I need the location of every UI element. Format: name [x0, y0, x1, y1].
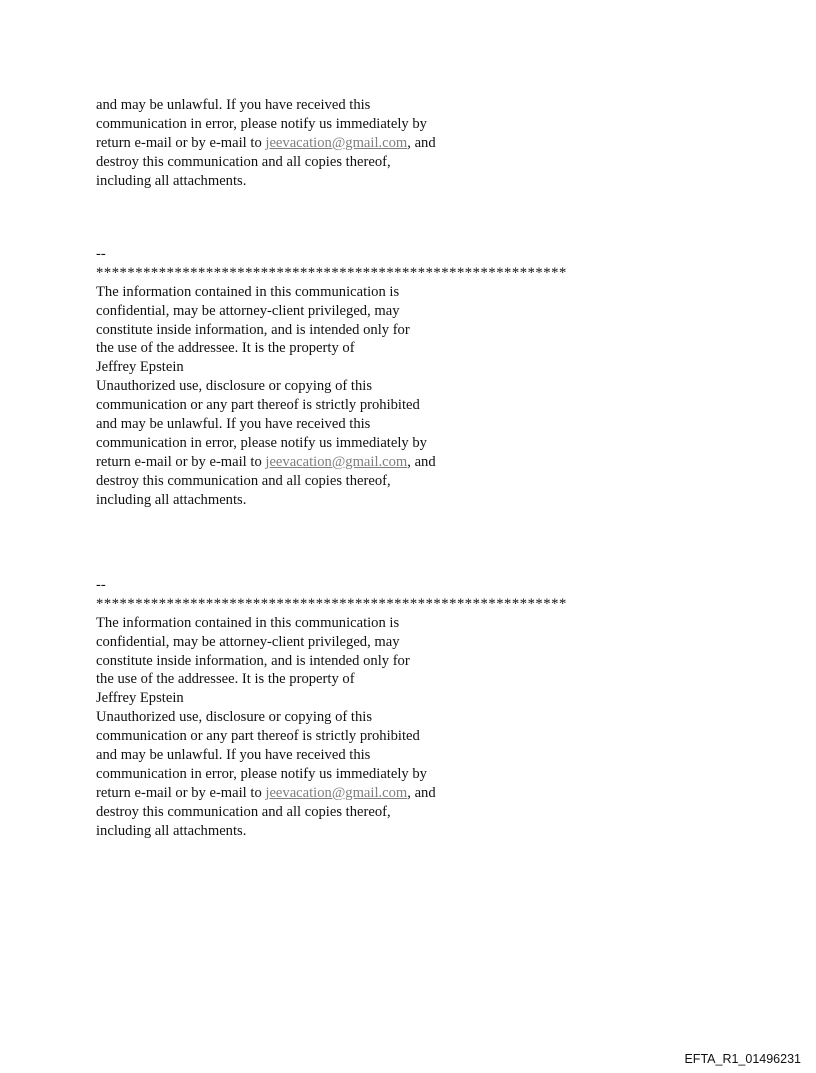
- text-line: confidential, may be attorney-client privileged, may: [96, 633, 400, 650]
- text-line: Jeffrey Epstein: [96, 690, 184, 707]
- text-line: constitute inside information, and is intended only for: [96, 321, 410, 338]
- email-link[interactable]: jeevacation@gmail.com: [265, 784, 408, 801]
- text-line: and may be unlawful. If you have received this: [96, 416, 371, 433]
- signature-separator: --: [96, 577, 106, 593]
- text-line: communication in error, please notify us immediately by: [96, 765, 427, 782]
- text-fragment: return e-mail or by e-mail to: [96, 134, 266, 151]
- text-line: destroy this communication and all copies thereof,: [96, 153, 391, 170]
- text-line: and may be unlawful. If you have received this: [96, 747, 371, 764]
- disclaimer-block-2: [96, 245, 567, 509]
- text-line: Jeffrey Epstein: [96, 359, 184, 376]
- text-fragment: , and: [407, 134, 436, 151]
- disclaimer-block-3: [96, 576, 567, 840]
- text-line: including all attachments.: [96, 491, 247, 508]
- disclaimer-block-1: [96, 96, 436, 190]
- text-line: destroy this communication and all copies thereof,: [96, 472, 391, 489]
- text-line: the use of the addressee. It is the property of: [96, 340, 355, 357]
- text-fragment: return e-mail or by e-mail to: [96, 784, 266, 801]
- text-line: constitute inside information, and is intended only for: [96, 652, 410, 669]
- signature-separator: --: [96, 246, 106, 262]
- email-link[interactable]: jeevacation@gmail.com: [265, 453, 408, 470]
- text-line: the use of the addressee. It is the property of: [96, 671, 355, 688]
- text-line: The information contained in this communication is: [96, 283, 400, 300]
- text-line: Unauthorized use, disclosure or copying of this: [96, 378, 373, 395]
- asterisk-divider: ************************************************************: [96, 264, 567, 281]
- email-link[interactable]: jeevacation@gmail.com: [265, 134, 408, 151]
- text-fragment: , and: [407, 453, 436, 470]
- text-line: including all attachments.: [96, 822, 247, 839]
- document-id: EFTA_R1_01496231: [684, 1052, 801, 1066]
- return-email-line: [96, 784, 567, 803]
- text-line: communication or any part thereof is strictly prohibited: [96, 397, 420, 414]
- text-line: communication in error, please notify us immediately by: [96, 434, 427, 451]
- return-email-line: [96, 134, 436, 153]
- text-line: communication in error, please notify us immediately by: [96, 115, 427, 132]
- text-line: communication or any part thereof is strictly prohibited: [96, 728, 420, 745]
- text-line: including all attachments.: [96, 172, 247, 189]
- text-line: Unauthorized use, disclosure or copying of this: [96, 709, 373, 726]
- text-line: confidential, may be attorney-client privileged, may: [96, 302, 400, 319]
- text-fragment: return e-mail or by e-mail to: [96, 453, 266, 470]
- text-line: and may be unlawful. If you have received this: [96, 97, 371, 113]
- return-email-line: [96, 453, 567, 472]
- text-fragment: , and: [407, 784, 436, 801]
- text-line: destroy this communication and all copies thereof,: [96, 803, 391, 820]
- text-line: The information contained in this communication is: [96, 614, 400, 631]
- asterisk-divider: ************************************************************: [96, 595, 567, 612]
